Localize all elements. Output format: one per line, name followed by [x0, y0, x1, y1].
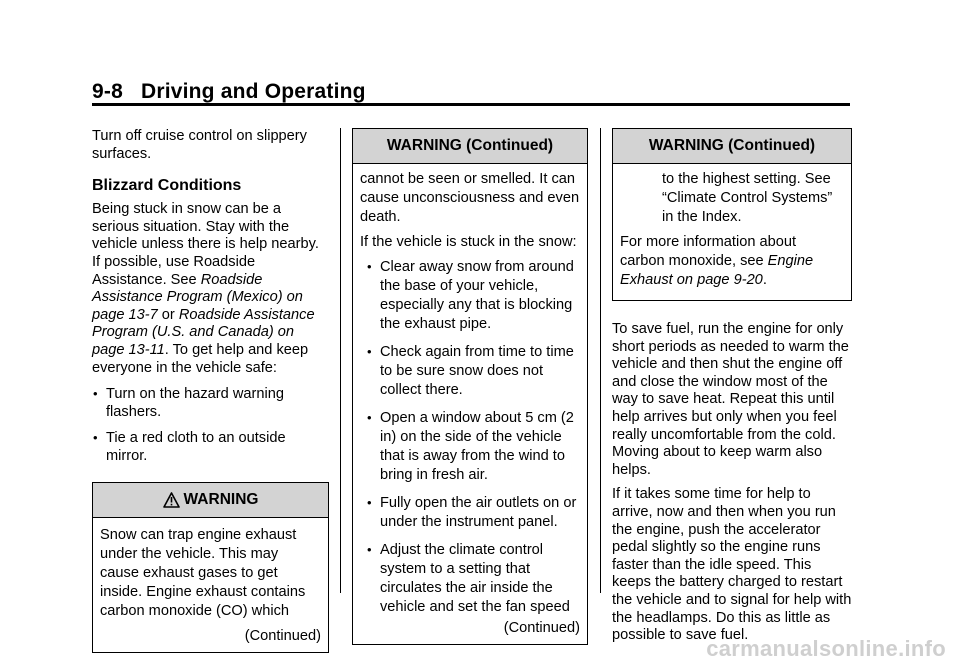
- list-item: • Fully open the air outlets on or under the instrument panel.: [366, 494, 580, 532]
- text-run: or: [157, 306, 179, 323]
- header-rule: [92, 103, 850, 106]
- warning-box: [92, 482, 329, 653]
- list-item: • Open a window about 5 cm (2 in) on the side of the vehicle that is away from the wind to bring in fresh air.: [366, 409, 580, 485]
- text-run: .: [762, 272, 767, 288]
- section-title: Driving and Operating: [140, 80, 366, 103]
- battery-paragraph: If it takes some time for help to arrive, now and then when you run the engine, push the accelerator pedal slightly so the engine runs faster than the idle speed. This keeps the battery charged to restart the vehicle and to signal for help with the headlamps. Do this as little as possible to save fuel.: [612, 486, 852, 644]
- warning-text: If the vehicle is stuck in the snow:: [360, 234, 577, 250]
- warning-box-continued: [612, 128, 852, 301]
- cross-reference-link[interactable]: Roadside Assistance Program (Mexico) on page 13-7: [92, 271, 303, 323]
- text-run: Being stuck in snow can be a serious situation. Stay with the vehicle unless there is help nearby. If possible, use Roadside Assistance. See: [92, 201, 319, 288]
- bullet-list: [92, 386, 329, 465]
- column-middle: [352, 128, 588, 645]
- warning-triangle-icon: [163, 487, 180, 521]
- page-header: [92, 80, 366, 104]
- text-run: For more information about carbon monoxide, see: [620, 234, 797, 269]
- column-divider: [340, 128, 341, 593]
- intro-paragraph: Turn off cruise control on slippery surfaces.: [92, 128, 307, 162]
- warning-text: Snow can trap engine exhaust under the vehicle. This may cause exhaust gases to get inside. Engine exhaust contains carbon monoxide (CO) which: [100, 526, 306, 619]
- warning-body: [353, 164, 587, 644]
- fuel-paragraph: To save fuel, run the engine for only short periods as needed to warm the vehicle and then shut the engine off and close the window most of the way to save heat. Repeat this until help arrives but only when you feel really uncomfortable from the cold. Moving about to keep warm also helps.: [612, 321, 849, 478]
- column-left: [92, 128, 329, 653]
- continued-label: (Continued): [503, 620, 580, 636]
- warning-body: [93, 518, 328, 652]
- list-item: • Adjust the climate control system to a setting that circulates the air inside the vehicle and set the fan speed: [366, 541, 580, 617]
- warning-text: cannot be seen or smelled. It can cause unconsciousness and even death.: [360, 171, 580, 225]
- warning-body: [613, 164, 851, 300]
- text-run: . To get help and keep everyone in the vehicle safe:: [92, 341, 309, 376]
- info-paragraph: [620, 233, 844, 290]
- page-number: 9-8: [92, 80, 123, 103]
- list-item: • Turn on the hazard warning flashers.: [92, 386, 329, 421]
- warning-header: [93, 483, 328, 518]
- warning-title: WARNING: [183, 490, 259, 508]
- section-heading: Blizzard Conditions: [92, 177, 242, 195]
- bullet-list: [366, 258, 580, 617]
- list-item: • Tie a red cloth to an outside mirror.: [92, 430, 329, 465]
- blizzard-paragraph: [92, 201, 329, 377]
- warning-header: WARNING (Continued): [613, 129, 851, 164]
- cross-reference-link[interactable]: Engine Exhaust on page 9-20: [620, 253, 814, 288]
- continued-label: (Continued): [244, 627, 321, 644]
- watermark: carmanualsonline.info: [706, 636, 946, 661]
- warning-header: WARNING (Continued): [353, 129, 587, 164]
- warning-box-continued: [352, 128, 588, 645]
- list-item: • Check again from time to time to be sure snow does not collect there.: [366, 343, 580, 400]
- warning-text: to the highest setting. See “Climate Control Systems” in the Index.: [662, 171, 833, 225]
- column-right: [612, 128, 852, 652]
- list-item: • Clear away snow from around the base of your vehicle, especially any that is blocking the exhaust pipe.: [366, 258, 580, 334]
- column-divider: [600, 128, 601, 593]
- cross-reference-link[interactable]: Roadside Assistance Program (U.S. and Canada) on page 13-11: [92, 306, 315, 358]
